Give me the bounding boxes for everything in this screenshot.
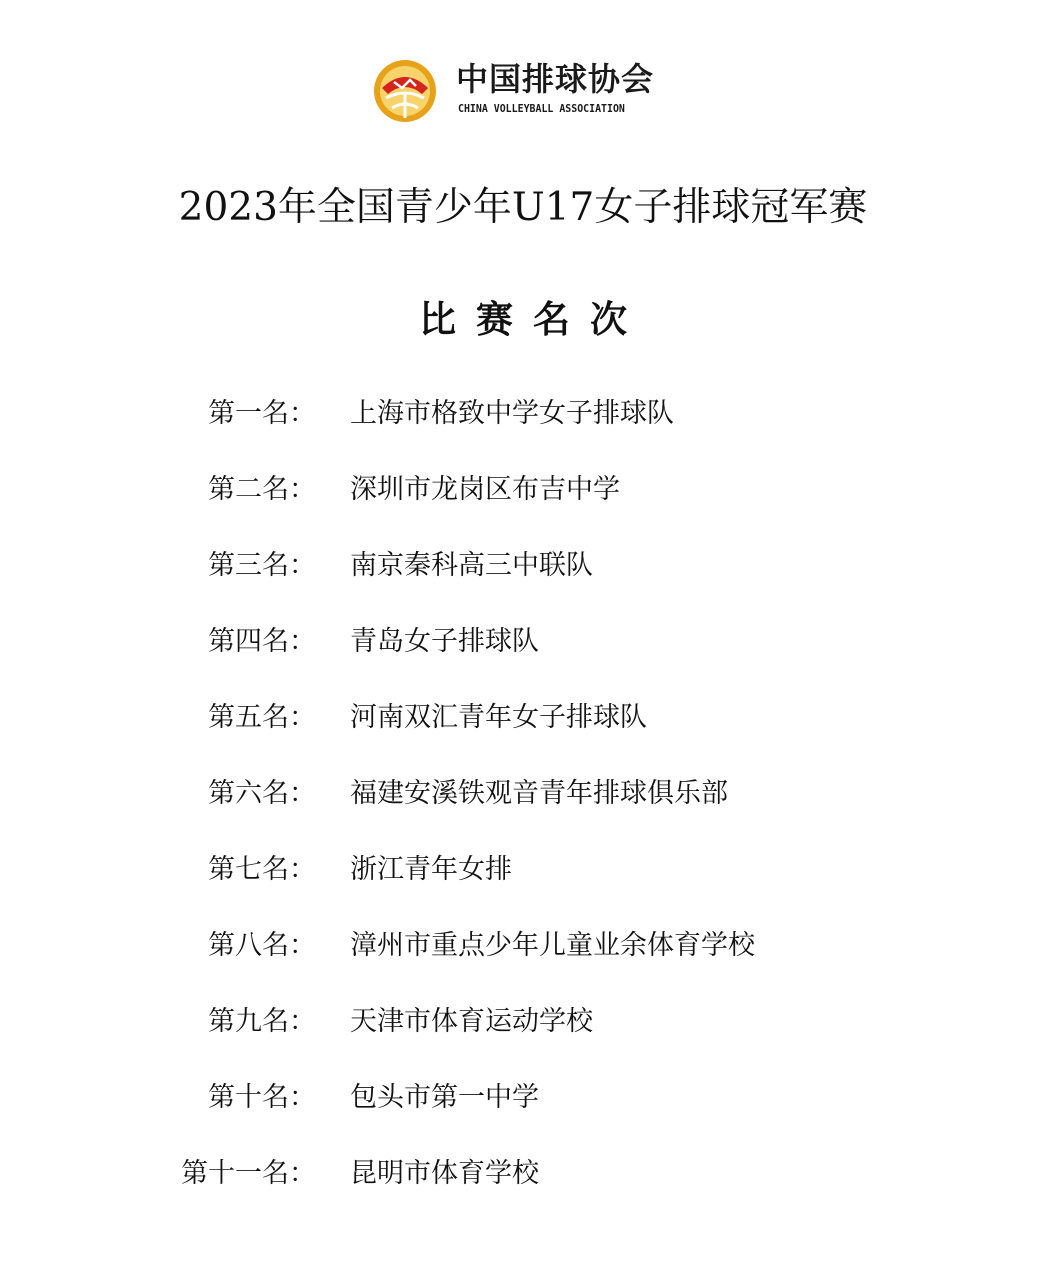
team-name: 天津市体育运动学校 [350, 1006, 593, 1037]
ranking-row [0, 546, 1046, 586]
team-name: 南京秦科高三中联队 [350, 550, 593, 581]
rank-label: 第八名： [208, 930, 316, 961]
ranking-row [0, 622, 1046, 662]
rank-label: 第七名： [208, 854, 316, 885]
document-title: 2023年全国青少年U17女子排球冠军赛 [178, 185, 868, 230]
team-name: 福建安溪铁观音青年排球俱乐部 [350, 778, 728, 809]
team-name: 上海市格致中学女子排球队 [350, 398, 674, 429]
team-name: 昆明市体育学校 [350, 1158, 539, 1189]
association-logo [372, 58, 655, 124]
team-name: 青岛女子排球队 [350, 626, 539, 657]
team-name: 深圳市龙岗区布吉中学 [350, 474, 620, 505]
rank-label: 第十名： [208, 1082, 316, 1113]
ranking-row [0, 1078, 1046, 1118]
team-name: 浙江青年女排 [350, 854, 512, 885]
ranking-row [0, 394, 1046, 434]
rank-label: 第十一名： [181, 1158, 316, 1189]
rank-label: 第五名： [208, 702, 316, 733]
rank-label: 第四名： [208, 626, 316, 657]
ranking-row [0, 1002, 1046, 1042]
rank-label: 第一名： [208, 398, 316, 429]
team-name: 河南双汇青年女子排球队 [350, 702, 647, 733]
team-name: 漳州市重点少年儿童业余体育学校 [350, 930, 755, 961]
logo-name-cn: 中国排球协会 [456, 60, 655, 98]
rank-label: 第九名： [208, 1006, 316, 1037]
ranking-row [0, 850, 1046, 890]
volleyball-emblem-icon [372, 58, 438, 124]
rank-label: 第二名： [208, 474, 316, 505]
rank-label: 第三名： [208, 550, 316, 581]
logo-name-en: CHINA VOLLEYBALL ASSOCIATION [458, 102, 625, 115]
rank-label: 第六名： [208, 778, 316, 809]
ranking-row [0, 698, 1046, 738]
ranking-row [0, 926, 1046, 966]
ranking-row [0, 470, 1046, 510]
document-subtitle: 比赛名次 [419, 297, 647, 341]
ranking-row [0, 774, 1046, 814]
team-name: 包头市第一中学 [350, 1082, 539, 1113]
ranking-row [0, 1154, 1046, 1194]
